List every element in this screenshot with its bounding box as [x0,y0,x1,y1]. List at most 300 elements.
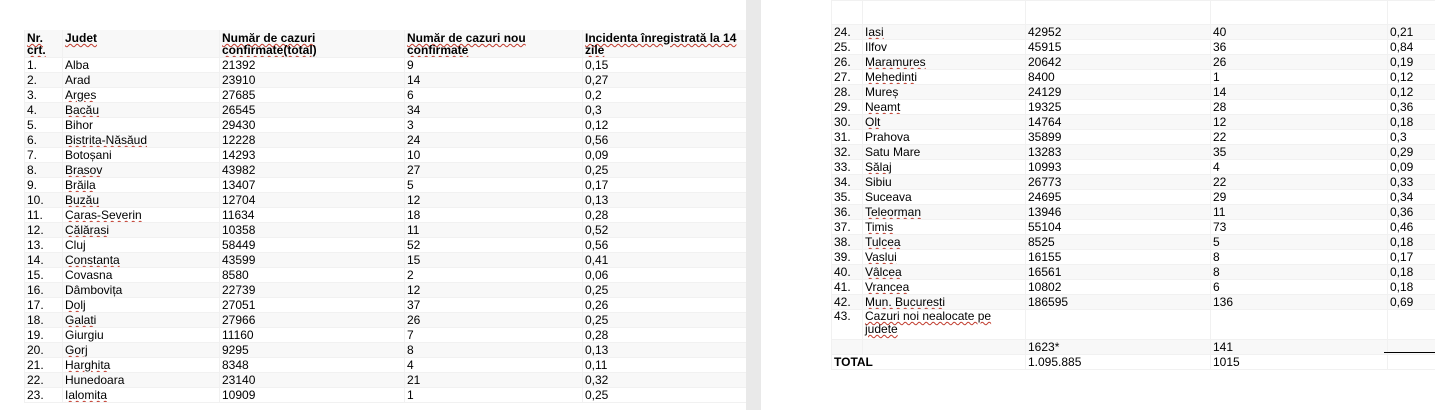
cell-text: 21392 [222,58,256,72]
cell-text: 0,18 [1390,115,1414,129]
cell-text: Vrancea [865,280,910,294]
cell-text: 22739 [222,283,256,297]
cell-text: Giurgiu [65,328,104,342]
cell-noi [405,283,583,298]
cell-nr [25,103,63,118]
cell-text: 7. [27,148,38,162]
cell-total [220,388,405,403]
cell-text: 27685 [222,88,256,102]
cell-text: Cluj [65,238,86,252]
cell-total [1026,295,1211,310]
table-row [25,238,747,253]
cell-text: 14 [1213,85,1227,99]
table-header-row [25,30,747,58]
table-row [25,313,747,328]
total-underline [1384,352,1435,353]
cell-text: 0,34 [1390,190,1414,204]
cell-total [1026,40,1211,55]
cell-total [1026,340,1211,355]
cell-inc [1388,145,1435,160]
cell-nr [832,250,863,265]
cell-total [1026,220,1211,235]
cell-text: 24695 [1028,190,1062,204]
cell-text: 11 [407,223,420,237]
total-label: TOTAL [834,355,873,369]
cell-text: Covasna [65,268,113,282]
cell-total [220,298,405,313]
cell-text: 37. [834,220,851,234]
cell-judet [863,25,1026,40]
cell-nr [832,295,863,310]
total-noi: 1015 [1213,355,1240,369]
table-row [832,235,1435,250]
cell-total [1026,85,1211,100]
cell-text: 27966 [222,313,256,327]
cell-text: 18 [407,208,421,222]
cell-total [220,148,405,163]
cell-nr [832,265,863,280]
cell-text: Sălaj [865,160,892,174]
cell-judet [863,175,1026,190]
cell-text: 16155 [1028,250,1062,264]
table-row [832,85,1435,100]
table-row [25,118,747,133]
cell-inc [583,223,747,238]
cell-text: 0,28 [585,208,609,222]
table-row [832,100,1435,115]
cell-total [220,73,405,88]
cell-noi [405,178,583,193]
cell-text: 12228 [222,133,256,147]
table-row [832,70,1435,85]
cell-judet [863,280,1026,295]
cell-text: Buzău [65,193,100,207]
cell-text: 136 [1213,295,1234,309]
cell-total [220,328,405,343]
cell-nr [25,193,63,208]
cell-text: 13407 [222,178,256,192]
cell-text: Brăila [65,178,96,192]
table-row [832,145,1435,160]
cell-judet [63,58,220,73]
cell-text: 43982 [222,163,256,177]
table-row [832,205,1435,220]
cell-text: 24. [834,25,851,39]
cell-empty [1388,310,1435,340]
table-row [832,55,1435,70]
cell-nr [832,55,863,70]
cell-text: Călărasi [65,223,110,237]
cell-inc [1388,40,1435,55]
cell-text: 22 [1213,175,1227,189]
table-row [25,133,747,148]
cell-nr [25,163,63,178]
cell-judet [63,268,220,283]
cell-total [1026,280,1211,295]
cell-text: 1. [27,58,38,72]
cell-text: 23. [27,388,44,402]
cell-noi [405,268,583,283]
cell-noi [405,118,583,133]
cell-text: 38. [834,235,851,249]
cell-total [220,238,405,253]
cell-inc [1388,25,1435,40]
cell-judet [63,313,220,328]
header-noi: Număr de cazuri nou confirmate [405,30,583,58]
cell-text: 26 [407,313,421,327]
cell-text: 43599 [222,253,256,267]
cell-nr [25,298,63,313]
header-incidenta: Incidenta înregistrată la 14 zile [583,30,747,58]
cell-text: 13946 [1028,205,1062,219]
cell-text: 12 [407,283,421,297]
header-judet: Judet [63,30,220,58]
cell-nr [25,148,63,163]
cell-noi [405,358,583,373]
cell-text: 186595 [1028,295,1069,309]
cell-text: 12704 [222,193,256,207]
cell-nr [832,100,863,115]
cell-text: 0,2 [585,88,602,102]
cell-text: 13. [27,238,44,252]
cell-nr [832,310,863,340]
cell-text: 0,09 [585,148,609,162]
cell-text: 0,36 [1390,205,1414,219]
cell-judet [63,223,220,238]
cell-text: Gorj [65,343,88,357]
cell-noi [1211,130,1388,145]
cell-total [220,208,405,223]
cell-inc [583,313,747,328]
table-row [25,178,747,193]
cell-text: 32. [834,145,851,159]
cell-inc [583,373,747,388]
cell-text: Bistrita-Năsăud [65,133,148,147]
cell-noi [1211,235,1388,250]
cell-nr [25,178,63,193]
cell-text: 14293 [222,148,256,162]
cell-text: 43. [834,309,851,323]
cell-text: 8525 [1028,235,1055,249]
cell-nr [832,130,863,145]
cell-text: 0,12 [1390,70,1414,84]
cell-judet [63,178,220,193]
cell-noi [405,313,583,328]
cell-text: 3 [407,118,414,132]
cell-inc [1388,100,1435,115]
table-row [832,190,1435,205]
cell-text: Ialomita [65,388,108,402]
cell-text: Arad [65,73,91,87]
cell-text: 23140 [222,373,256,387]
cell-text: 29430 [222,118,256,132]
cell-inc [583,163,747,178]
cell-text: Bacău [65,103,100,117]
table-row [25,103,747,118]
cell-text: 4 [1213,160,1220,174]
cell-text: Timis [865,220,894,234]
cell-noi [1211,340,1388,355]
cell-inc [583,208,747,223]
cell-text: 16. [27,283,44,297]
cell-noi [405,73,583,88]
cell-text: 27 [407,163,421,177]
cell-text: 0,25 [585,163,609,177]
cell-text: 34. [834,175,851,189]
cell-text: 8. [27,163,38,177]
cell-total [220,313,405,328]
table-row [832,40,1435,55]
cell-total [1026,205,1211,220]
table-row [25,298,747,313]
cell-noi [1211,295,1388,310]
cell-text: 5 [407,178,414,192]
cell-text: 29. [834,100,851,114]
cell-noi [1211,355,1388,370]
cell-text: Mehedinti [865,70,918,84]
cell-text: 5 [1213,235,1220,249]
cell-text: 0,18 [1390,280,1414,294]
cell-text: 40 [1213,25,1227,39]
cell-text: 26773 [1028,175,1062,189]
cell-nr [832,175,863,190]
table-row [25,388,747,403]
cell-nr [25,343,63,358]
cell-text: 11 [1213,205,1226,219]
cell-judet [863,115,1026,130]
cell-text: Suceava [865,190,912,204]
cell-empty [1211,310,1388,340]
cell-judet [863,220,1026,235]
cell-text: Olt [865,115,881,129]
cell-total [220,253,405,268]
table-row [25,328,747,343]
cell-judet [63,73,220,88]
cell-text: Satu Mare [865,145,921,159]
cell-judet [63,103,220,118]
cell-text: 12 [407,193,421,207]
cell-noi [405,223,583,238]
cell-text: 55104 [1028,220,1062,234]
cell-nr [25,373,63,388]
cell-nr [832,220,863,235]
cell-text: 22 [1213,130,1227,144]
cell-total [1026,355,1211,370]
cell-text: 20. [27,343,44,357]
cell-text: 31. [834,130,851,144]
cell-judet [863,145,1026,160]
cell-text: 7 [407,328,414,342]
cell-nr [832,190,863,205]
cell-inc [583,358,747,373]
cell-inc [1388,175,1435,190]
cell-noi [1211,220,1388,235]
cell-judet [863,190,1026,205]
cell-text: 0,29 [1390,145,1414,159]
cell-inc [583,103,747,118]
cell-judet [863,205,1026,220]
cell-text: Botoșani [65,148,112,162]
cell-noi [1211,190,1388,205]
cell-noi [405,298,583,313]
cell-text: 28. [834,85,851,99]
cell-text: 0,84 [1390,40,1414,54]
cell-text: 36. [834,205,851,219]
cell-text: 39. [834,250,851,264]
cell-judet [63,283,220,298]
cell-text: 4. [27,103,38,117]
cell-text: Dâmbovița [65,283,123,297]
cell-nr [832,205,863,220]
cell-text: 41. [834,280,851,294]
cell-text: 26 [1213,55,1227,69]
cell-judet [63,358,220,373]
cell-text: 13283 [1028,145,1062,159]
cell-text: Mureș [865,85,899,99]
cell-total [220,373,405,388]
cell-nr [25,88,63,103]
cell-noi [405,343,583,358]
cell-total [1026,250,1211,265]
cell-judet [863,130,1026,145]
cell-text: 26. [834,55,851,69]
cell-judet [63,253,220,268]
cell-text: 33. [834,160,851,174]
cell-noi [405,328,583,343]
cell-text: 42952 [1028,25,1062,39]
cell-text: 0,17 [1390,250,1414,264]
table-row [832,250,1435,265]
cell-empty [863,340,1026,355]
cell-inc [583,328,747,343]
cell-inc [1388,130,1435,145]
cell-text: 15 [407,253,421,267]
table-row [25,58,747,73]
cell-judet [863,55,1026,70]
cell-noi [405,253,583,268]
cell-text: Teleorman [865,205,922,219]
cell-nr [25,223,63,238]
table-row [25,193,747,208]
cell-text: 0,25 [585,313,609,327]
cell-total [1026,130,1211,145]
cell-noi [1211,280,1388,295]
cell-inc [1388,220,1435,235]
table-row [25,268,747,283]
cell-text: 12. [27,223,44,237]
table-row [25,343,747,358]
cell-text: Prahova [865,130,910,144]
cell-text: 19325 [1028,100,1062,114]
cell-text: 0,33 [1390,175,1414,189]
cell-noi [405,373,583,388]
table-row [25,373,747,388]
cell-text: 8 [1213,265,1220,279]
cell-total [1026,265,1211,280]
cell-noi [405,208,583,223]
cell-text: 11. [27,208,43,222]
cell-text: Vâlcea [865,265,902,279]
cell-noi [1211,100,1388,115]
cell-text: 14764 [1028,115,1062,129]
cell-noi [405,88,583,103]
cell-text: 0,13 [585,343,609,357]
cell-judet [63,343,220,358]
cell-text: 0,3 [585,103,602,117]
cell-text: 10802 [1028,280,1062,294]
table-row [25,73,747,88]
cell-text: 6 [1213,280,1220,294]
cell-total [220,193,405,208]
cell-text: 0,56 [585,238,609,252]
cell-text: 0,52 [585,223,609,237]
cell-text: 27. [834,70,851,84]
cell-text: 2. [27,73,38,87]
header-nr: Nr. crt. [25,30,63,58]
cell-text: 6. [27,133,38,147]
cell-nr [25,268,63,283]
cell-text: 19. [27,328,44,342]
cell-nr [25,73,63,88]
cell-text: 26545 [222,103,256,117]
cell-text: 14. [27,253,44,267]
cell-judet [863,250,1026,265]
cell-text: 17. [27,298,44,312]
cell-total [220,103,405,118]
cell-empty [1388,355,1435,370]
cell-total [220,88,405,103]
cell-text: 6 [407,88,414,102]
cell-text: 25. [834,40,851,54]
cell-text: Tulcea [865,235,901,249]
cell-noi [1211,55,1388,70]
cell-text: 0,25 [585,388,609,402]
cell-text: 35. [834,190,851,204]
cell-text: 3. [27,88,38,102]
cell-text: 2 [407,268,414,282]
cell-judet [63,208,220,223]
cell-total [220,163,405,178]
cell-total [1026,55,1211,70]
cell-inc [583,193,747,208]
cell-total [220,58,405,73]
cell-text: 20642 [1028,55,1062,69]
cell-text: 0,11 [585,358,608,372]
cell-total [1026,235,1211,250]
cell-text: 73 [1213,220,1227,234]
cell-nr [25,283,63,298]
table-row [832,220,1435,235]
document-page-right [761,0,1435,410]
cell-text: 0,12 [1390,85,1414,99]
cell-text: 0,13 [585,193,609,207]
cell-text: 16561 [1028,265,1062,279]
cell-inc [583,73,747,88]
cell-noi [405,388,583,403]
cell-text: 18. [27,313,44,327]
cell-text: Mun. Bucuresti [865,295,946,309]
cell-text: 9295 [222,343,249,357]
cell-noi [1211,40,1388,55]
cell-noi [405,58,583,73]
cell-inc [583,88,747,103]
cell-inc [583,283,747,298]
cell-inc [1388,160,1435,175]
cell-text: 10358 [222,223,256,237]
cell-noi [405,193,583,208]
cell-judet [863,160,1026,175]
cell-text: 9. [27,178,38,192]
